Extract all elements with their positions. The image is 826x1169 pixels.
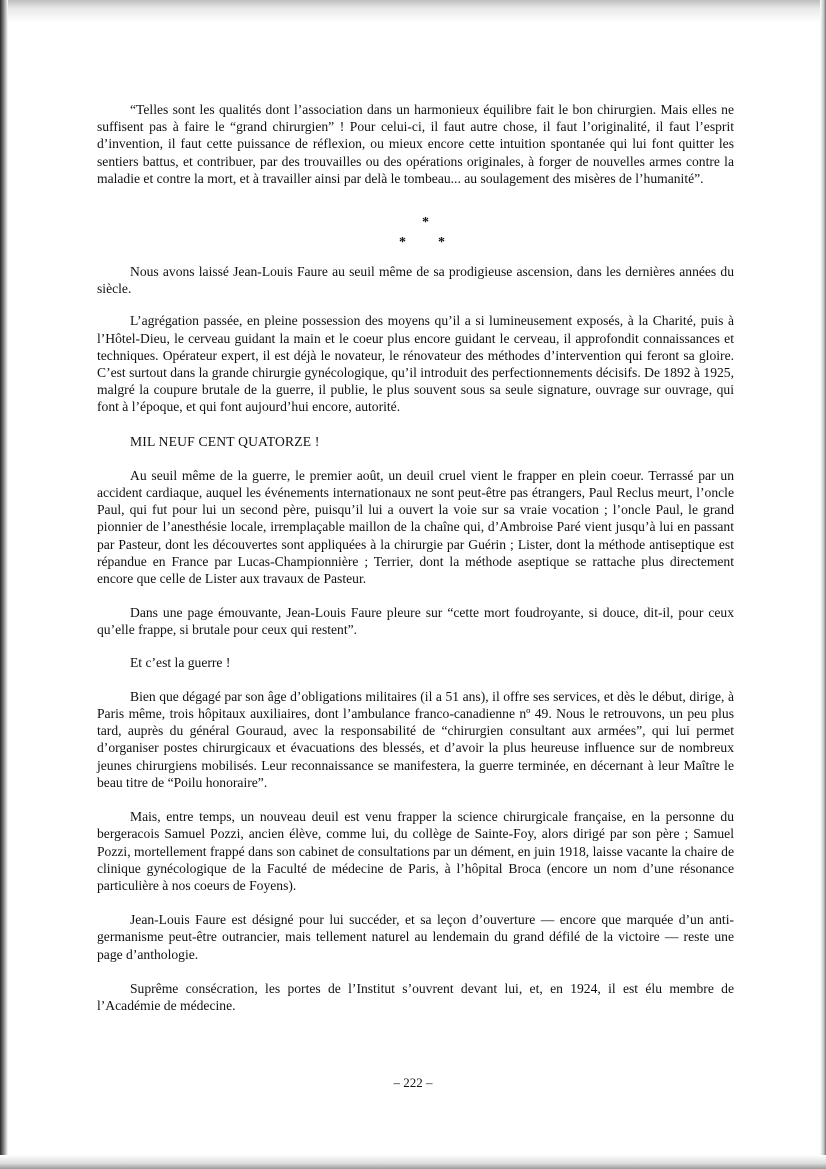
paragraph-page-emouvante: Dans une page émouvante, Jean-Louis Faure pleure sur “cette mort foudroyante, si douce, dit-il, pour ceux qu’elle frappe, si brutale pour ceux qui restent”. xyxy=(97,605,734,638)
paragraph-premier-aout: Au seuil même de la guerre, le premier août, un deuil cruel vient le frapper en plein coeur. Terrassé par un accident cardiaque, auquel les événements internationaux ne sont peut-être pas étrangers, Paul Reclus meurt, l’oncle Paul, qui fut pour lui un second père, puisqu’il lui a ouvert la voie sur sa vraie vocation ; l’oncle Paul, le grand pionnier de l’anesthésie locale, irremplaçable maillon de la chaîne qui, d’Ambroise Paré vient jusqu’à lui en passant par Pasteur, dont les découvertes sont appliquées à la chirurgie par Guérin ; Lister, dont la méthode antiseptique est répandue en France par Lucas-Championnière ; Terrier, dont la méthode aseptique se rattache plus directement encore que celle de Lister aux travaux de Pasteur. xyxy=(97,467,734,587)
paragraph-services: Bien que dégagé par son âge d’obligations militaires (il a 51 ans), il offre ses services, et dès le début, dirige, à Paris même, trois hôpitaux auxiliaires, dont l’ambulance franco-canadienne nº 49. Nous le retrouvons, un peu plus tard, auprès du général Gouraud, avec la responsabilité de “chirurgien consultant aux armées”, qui lui permet d’organiser postes chirurgicaux et évacuations des blessés, et d’avoir la plus heureuse influence sur de nombreux jeunes chirurgiens mobilisés. Leur reconnaissance se manifestera, la guerre terminée, en décernant à leur Maître le beau titre de “Poilu honoraire”. xyxy=(97,688,734,790)
paragraph-succession: Jean-Louis Faure est désigné pour lui succéder, et sa leçon d’ouverture — encore que marquée d’un anti-germanisme peut-être outrancier, mais tellement naturel au lendemain du grand défilé de la victoire — reste une page d’anthologie. xyxy=(97,912,734,962)
opening-quote-paragraph: “Telles sont les qualités dont l’association dans un harmonieux équilibre fait le bon chirurgien. Mais elles ne suffisent pas à faire le “grand chirurgien” ! Pour celui-ci, il faut autre chose, il faut l’originalité, il faut l’esprit d’invention, il faut cette puissance de réflexion, ou mieux encore cette intuition spontanée qui lui font quitter les sentiers battus, et contribuer, par des trouvailles ou des opérations originales, à forger de nouvelles armes contre la maladie et contre la mort, et à travailler ainsi par delà le tombeau... au soulagement des misères de l’humanité”. xyxy=(97,102,734,186)
page-body xyxy=(97,101,734,1014)
scan-edge-right xyxy=(820,0,826,1169)
separator-star: * xyxy=(399,235,406,251)
separator-star: * xyxy=(422,215,429,231)
paragraph-academie: Suprême consécration, les portes de l’Institut s’ouvrent devant lui, et, en 1924, il est élu membre de l’Académie de médecine. xyxy=(97,980,734,1013)
section-heading: MIL NEUF CENT QUATORZE ! xyxy=(130,433,320,449)
scan-edge-top xyxy=(0,0,826,22)
section-separator xyxy=(97,187,734,263)
scan-edge-bottom xyxy=(0,1155,826,1169)
separator-star: * xyxy=(438,235,445,251)
paragraph-agregation: L’agrégation passée, en pleine possession des moyens qu’il a si lumineusement exposés, à la Charité, puis à l’Hôtel-Dieu, le cerveau guidant la main et le coeur plus encore guidant le cerveau, il approfondit connaissances et techniques. Opérateur expert, il est déjà le novateur, le rénovateur des méthodes d’intervention qui feront sa gloire. C’est surtout dans la grande chirurgie gynécologique, qu’il introduit des perfectionnements décisifs. De 1892 à 1925, malgré la coupure brutale de la guerre, il publie, le plus souvent sous sa seule signature, ouvrage sur ouvrage, qui font à l’époque, et qui font aujourd’hui encore, autorité. xyxy=(97,313,734,415)
paragraph-ascension: Nous avons laissé Jean-Louis Faure au seuil même de sa prodigieuse ascension, dans les dernières années du siècle. xyxy=(97,264,734,297)
paragraph-la-guerre: Et c’est la guerre ! xyxy=(130,654,231,670)
paragraph-pozzi: Mais, entre temps, un nouveau deuil est venu frapper la science chirurgicale française, en la personne du bergeracois Samuel Pozzi, ancien élève, comme lui, du collège de Sainte-Foy, alors dirigé par son père ; Samuel Pozzi, mortellement frappé dans son cabinet de consultations par un dément, en juin 1918, laisse vacante la chaire de clinique gynécologique de la Faculté de médecine de Paris, à l’hôpital Broca (encore un nom d’une résonance particulière à nos coeurs de Foyens). xyxy=(97,809,734,893)
scan-edge-left xyxy=(0,0,8,1169)
page-number: – 222 – xyxy=(393,1075,433,1090)
